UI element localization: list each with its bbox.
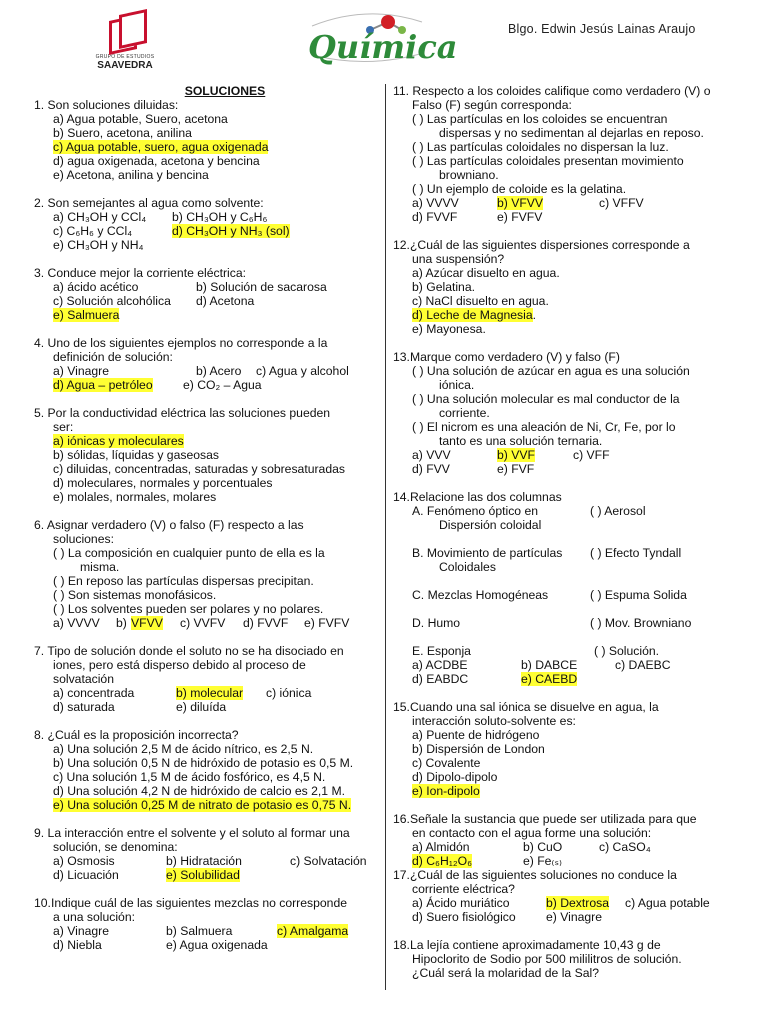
q6-item-3: ( ) Son sistemas monofásicos. (53, 588, 217, 602)
q17-stem-line2: corriente eléctrica? (412, 882, 515, 896)
logo-name: SAAVEDRA (97, 60, 153, 71)
q11-option-d: d) FVVF (412, 210, 458, 224)
q16-option-d-answer: d) C₆H₁₂O₆ (412, 854, 472, 868)
q13-item-1: ( ) Una solución de azúcar en agua es una solución (412, 364, 690, 378)
q6-stem-line1: 6. Asignar verdadero (V) o falso (F) respecto a las (34, 518, 304, 532)
q11-option-c: c) VFFV (599, 196, 644, 210)
q14-option-b: b) DABCE (521, 658, 578, 672)
q14-match-b: ( ) Efecto Tyndall (590, 546, 682, 560)
q3-option-c: c) Solución alcohólica (53, 294, 171, 308)
q12-option-d-period: . (532, 308, 536, 322)
q17-option-b-answer: b) Dextrosa (546, 896, 609, 910)
books-icon (103, 12, 147, 52)
q12-option-d-answer: d) Leche de Magnesia (412, 308, 533, 322)
q11-item-1: ( ) Las partículas en los coloides se encuentran (412, 112, 668, 126)
q6-item-2: ( ) En reposo las partículas dispersas precipitan. (53, 574, 314, 588)
q12-option-b: b) Gelatina. (412, 280, 476, 294)
q11-item-3: ( ) Las partículas coloidales presentan movimiento (412, 154, 684, 168)
q1-option-a: a) Agua potable, Suero, acetona (53, 112, 228, 126)
q3-stem: 3. Conduce mejor la corriente eléctrica: (34, 266, 247, 280)
q15-option-a: a) Puente de hidrógeno (412, 728, 540, 742)
q8-option-e-answer: e) Una solución 0,25 M de nitrato de potasio es 0,75 N. (53, 798, 352, 812)
q9-option-d: d) Licuación (53, 868, 119, 882)
q11-option-e: e) FVFV (497, 210, 543, 224)
q14-col-b-cont: Coloidales (439, 560, 496, 574)
right-column (393, 84, 738, 980)
column-divider (385, 84, 386, 990)
q6-item-1-cont: misma. (80, 560, 120, 574)
q16-option-b: b) CuO (523, 840, 563, 854)
q6-option-b: b) (116, 616, 127, 630)
q14-col-d: D. Humo (412, 616, 461, 630)
q8-option-b: b) Una solución 0,5 N de hidróxido de potasio es 0,5 M. (53, 756, 354, 770)
q11-item-1-cont: dispersas y no sedimentan al dejarlas en reposo. (439, 126, 704, 140)
q2-option-d-answer: d) CH₃OH y NH₃ (sol) (172, 224, 290, 238)
q16-option-c: c) CaSO₄ (599, 840, 651, 854)
q8-option-c: c) Una solución 1,5 M de ácido fosfórico, es 4,5 N. (53, 770, 326, 784)
q9-option-e-answer: e) Solubilidad (166, 868, 240, 882)
q6-item-4: ( ) Los solventes pueden ser polares y no polares. (53, 602, 324, 616)
q13-stem: 13.Marque como verdadero (V) y falso (F) (393, 350, 620, 364)
q12-option-a: a) Azúcar disuelto en agua. (412, 266, 560, 280)
q14-option-d: d) EABDC (412, 672, 469, 686)
q10-option-d: d) Niebla (53, 938, 102, 952)
q10-option-c-answer: c) Amalgama (277, 924, 349, 938)
q4-option-e: e) CO₂ – Agua (183, 378, 262, 392)
q13-item-3-cont: tanto es una solución ternaria. (439, 434, 603, 448)
q8-stem: 8. ¿Cuál es la proposición incorrecta? (34, 728, 239, 742)
q10-option-a: a) Vinagre (53, 924, 110, 938)
q14-col-a-cont: Dispersión coloidal (439, 518, 542, 532)
q14-option-e-answer: e) CAEBD (521, 672, 578, 686)
q5-option-b: b) sólidas, líquidas y gaseosas (53, 448, 219, 462)
q1-option-e: e) Acetona, anilina y bencina (53, 168, 209, 182)
q15-option-b: b) Dispersión de London (412, 742, 545, 756)
quimica-logo (292, 8, 458, 68)
q7-stem-line3: solvatación (53, 672, 114, 686)
q17-option-a: a) Ácido muriático (412, 896, 510, 910)
q14-option-a: a) ACDBE (412, 658, 468, 672)
q18-stem-line1: 18.La lejía contiene aproximadamente 10,43 g de (393, 938, 661, 952)
q14-option-c: c) DAEBC (615, 658, 671, 672)
q14-col-c: C. Mezclas Homogéneas (412, 588, 549, 602)
q4-option-a: a) Vinagre (53, 364, 110, 378)
q6-stem-line2: soluciones: (53, 532, 114, 546)
q9-option-c: c) Solvatación (290, 854, 367, 868)
q11-item-3-cont: browniano. (439, 168, 499, 182)
q7-option-a: a) concentrada (53, 686, 135, 700)
q1-stem: 1. Son soluciones diluidas: (34, 98, 179, 112)
q14-match-c: ( ) Espuma Solida (590, 588, 687, 602)
q1-option-b: b) Suero, acetona, anilina (53, 126, 192, 140)
q10-stem-line1: 10.Indique cuál de las siguientes mezclas no corresponde (34, 896, 348, 910)
q7-option-c: c) iónica (266, 686, 312, 700)
q9-stem-line2: solución, se denomina: (53, 840, 178, 854)
q5-option-a-answer: a) iónicas y moleculares (53, 434, 184, 448)
q11-stem-line1: 11. Respecto a los coloides califique como verdadero (V) o (393, 84, 711, 98)
q10-option-e: e) Agua oxigenada (166, 938, 268, 952)
q17-stem-line1: 17.¿Cuál de las siguientes soluciones no conduce la (393, 868, 677, 882)
q17-option-e: e) Vinagre (546, 910, 603, 924)
q5-option-d: d) moleculares, normales y porcentuales (53, 476, 273, 490)
q15-stem-line1: 15.Cuando una sal iónica se disuelve en agua, la (393, 700, 659, 714)
q2-option-e: e) CH₃OH y NH₄ (53, 238, 144, 252)
page-title: SOLUCIONES (184, 84, 266, 98)
q6-option-a: a) VVVV (53, 616, 100, 630)
q14-col-e: E. Esponja (412, 644, 471, 658)
q15-stem-line2: interacción soluto-solvente es: (412, 714, 576, 728)
q2-option-b: b) CH₃OH y C₆H₆ (172, 210, 268, 224)
q11-item-4: ( ) Un ejemplo de coloide es la gelatina. (412, 182, 627, 196)
q6-option-c: c) VVFV (180, 616, 226, 630)
q17-option-c: c) Agua potable (625, 896, 710, 910)
q6-option-e: e) FVFV (304, 616, 350, 630)
q6-option-b-answer: VFVV (131, 616, 163, 630)
q8-option-a: a) Una solución 2,5 M de ácido nítrico, es 2,5 N. (53, 742, 314, 756)
q4-stem-line2: definición de solución: (53, 350, 173, 364)
q13-option-c: c) VFF (573, 448, 610, 462)
q11-option-a: a) VVVV (412, 196, 459, 210)
q6-option-d: d) FVVF (243, 616, 289, 630)
q4-option-c: c) Agua y alcohol (256, 364, 349, 378)
q14-match-e: ( ) Solución. (594, 644, 660, 658)
q11-item-2: ( ) Las partículas coloidales no dispersan la luz. (412, 140, 669, 154)
q14-stem: 14.Relacione las dos columnas (393, 490, 562, 504)
q14-col-a: A. Fenómeno óptico en (412, 504, 539, 518)
q9-option-a: a) Osmosis (53, 854, 115, 868)
q16-stem-line2: en contacto con el agua forme una solución: (412, 826, 652, 840)
q1-option-c-answer: c) Agua potable, suero, agua oxigenada (53, 140, 269, 154)
q10-option-b: b) Salmuera (166, 924, 233, 938)
q3-option-e-answer: e) Salmuera (53, 308, 120, 322)
q5-stem-line1: 5. Por la conductividad eléctrica las soluciones pueden (34, 406, 331, 420)
author-name: Blgo. Edwin Jesús Lainas Araujo (508, 22, 696, 36)
q14-match-d: ( ) Mov. Browniano (590, 616, 692, 630)
q5-stem-line2: ser: (53, 420, 74, 434)
q16-option-a: a) Almidón (412, 840, 470, 854)
q5-option-c: c) diluidas, concentradas, saturadas y sobresaturadas (53, 462, 345, 476)
logo-subtitle: GRUPO DE ESTUDIOS (95, 54, 155, 60)
q9-option-b: b) Hidratación (166, 854, 242, 868)
q3-option-d: d) Acetona (196, 294, 255, 308)
saavedra-logo (80, 12, 170, 72)
q13-option-b-answer: b) VVF (497, 448, 535, 462)
q18-stem-line2: Hipoclorito de Sodio por 500 mililitros de solución. (412, 952, 682, 966)
q1-option-d: d) agua oxigenada, acetona y bencina (53, 154, 260, 168)
q16-stem-line1: 16.Señale la sustancia que puede ser utilizada para que (393, 812, 697, 826)
q15-option-d: d) Dipolo-dipolo (412, 770, 498, 784)
q12-stem-line1: 12.¿Cuál de las siguientes dispersiones corresponde a (393, 238, 690, 252)
q12-stem-line2: una suspensión? (412, 252, 505, 266)
q4-option-b: b) Acero (196, 364, 242, 378)
q7-stem-line2: iones, pero está disperso debido al proceso de (53, 658, 306, 672)
q16-option-e: e) Fe₍ₛ₎ (523, 854, 562, 868)
q11-option-b-answer: b) VFVV (497, 196, 544, 210)
q7-stem-line1: 7. Tipo de solución donde el soluto no se ha disociado en (34, 644, 344, 658)
q12-option-e: e) Mayonesa. (412, 322, 486, 336)
q4-stem-line1: 4. Uno de los siguientes ejemplos no corresponde a la (34, 336, 328, 350)
q7-option-b-answer: b) molecular (176, 686, 244, 700)
q2-stem: 2. Son semejantes al agua como solvente: (34, 196, 264, 210)
q5-option-e: e) molales, normales, molares (53, 490, 217, 504)
q12-option-c: c) NaCl disuelto en agua. (412, 294, 549, 308)
q13-option-a: a) VVV (412, 448, 451, 462)
q13-item-2-cont: corriente. (439, 406, 490, 420)
q7-option-d: d) saturada (53, 700, 115, 714)
q8-option-d: d) Una solución 4,2 N de hidróxido de calcio es 2,1 M. (53, 784, 345, 798)
logo-wordmark: Química (308, 28, 458, 66)
q15-option-e-answer: e) Ion-dipolo (412, 784, 480, 798)
q18-stem-line3: ¿Cuál será la molaridad de la Sal? (412, 966, 599, 980)
q7-option-e: e) diluída (176, 700, 227, 714)
q3-option-b: b) Solución de sacarosa (196, 280, 327, 294)
q3-option-a: a) ácido acético (53, 280, 139, 294)
q13-item-3: ( ) El nicrom es una aleación de Ni, Cr, Fe, por lo (412, 420, 676, 434)
q6-item-1: ( ) La composición en cualquier punto de ella es la (53, 546, 325, 560)
q13-item-1-cont: iónica. (439, 378, 475, 392)
q13-option-d: d) FVV (412, 462, 450, 476)
q10-stem-line2: a una solución: (53, 910, 135, 924)
q2-option-a: a) CH₃OH y CCl₄ (53, 210, 147, 224)
q15-option-c: c) Covalente (412, 756, 481, 770)
q4-option-d-answer: d) Agua – petróleo (53, 378, 153, 392)
q13-option-e: e) FVF (497, 462, 535, 476)
q17-option-d: d) Suero fisiológico (412, 910, 516, 924)
q14-match-a: ( ) Aerosol (590, 504, 646, 518)
q11-stem-line2: Falso (F) según corresponda: (412, 98, 572, 112)
q2-option-c: c) C₆H₆ y CCl₄ (53, 224, 133, 238)
q9-stem-line1: 9. La interacción entre el solvente y el soluto al formar una (34, 826, 350, 840)
q13-item-2: ( ) Una solución molecular es mal conductor de la (412, 392, 680, 406)
q14-col-b: B. Movimiento de partículas (412, 546, 563, 560)
left-column (34, 84, 376, 952)
